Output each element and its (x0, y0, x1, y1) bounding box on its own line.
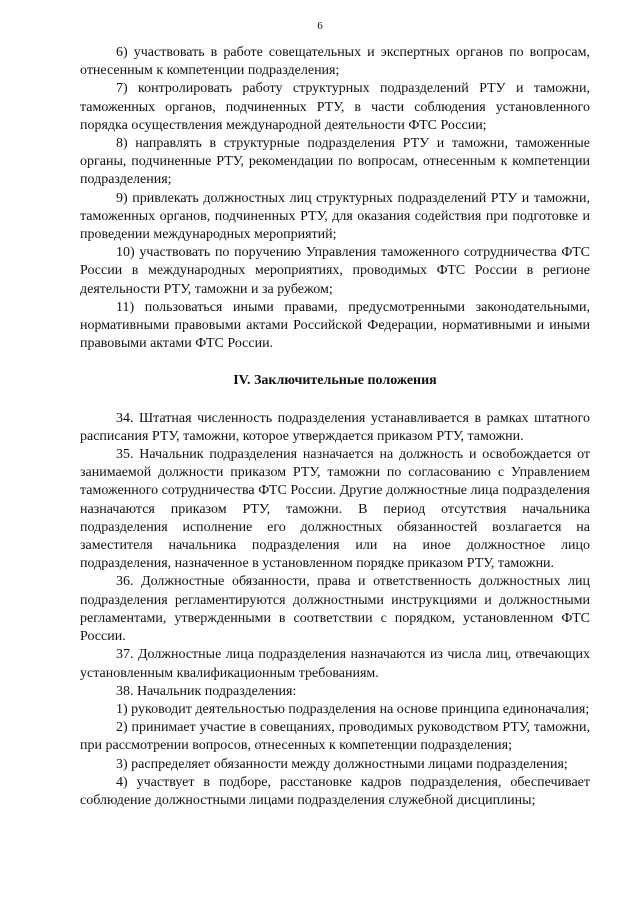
paragraph-37: 37. Должностные лица подразделения назначаются из числа лиц, отвечающих установленным квалификационным требованиям. (80, 647, 590, 681)
document-body (80, 44, 590, 810)
list-item: 11) пользоваться иными правами, предусмотренными законодательными, нормативными правовыми актами Российской Федерации, нормативными и иными правовыми актами ФТС России. (80, 299, 590, 352)
list-item: 2) принимает участие в совещаниях, проводимых руководством РТУ, таможни, при рассмотрении вопросов, отнесенных к компетенции подразделения; (80, 720, 590, 754)
list-item: 7) контролировать работу структурных подразделений РТУ и таможни, таможенных органов, подчиненных РТУ, в части соблюдения установленного порядка осуществления международной деятельности ФТС России; (80, 81, 590, 133)
paragraph-34: 34. Штатная численность подразделения устанавливается в рамках штатного расписания РТУ, таможни, которое утверждается приказом РТУ, таможни. (80, 410, 590, 444)
section-heading: IV. Заключительные положения (233, 373, 437, 389)
paragraph-36: 36. Должностные обязанности, права и ответственность должностных лиц подразделения регламентируются должностными инструкциями и должностными регламентами, утвержденными в соответствии с порядком, установленном ФТС России. (80, 574, 590, 645)
page-number: 6 (317, 20, 323, 32)
list-item: 4) участвует в подборе, расстановке кадров подразделения, обеспечивает соблюдение должностными лицами подразделения служебной дисциплины; (80, 774, 590, 808)
list-item: 8) направлять в структурные подразделения РТУ и таможни, таможенные органы, подчиненные РТУ, рекомендации по вопросам, отнесенным к компетенции подразделения; (80, 136, 590, 188)
list-item: 6) участвовать в работе совещательных и экспертных органов по вопросам, отнесенным к компетенции подразделения; (80, 45, 590, 79)
list-item: 1) руководит деятельностью подразделения на основе принципа единоначалия; (116, 701, 590, 717)
list-item: 3) распределяет обязанности между должностными лицами подразделения; (116, 756, 568, 772)
paragraph-35: 35. Начальник подразделения назначается на должность и освобождается от занимаемой должности приказом РТУ, таможни по согласованию с Управлением таможенного сотрудничества ФТС России. Другие должностные лица подразделения назначаются приказом РТУ, таможни. В период отсутствия начальника подразделения исполнение его должностных обязанностей возлагается на заместителя начальника подразделения или на иное должностное лицо подразделения, назначенное в установленном порядке приказом РТУ, таможни. (80, 447, 590, 572)
list-item: 10) участвовать по поручению Управления таможенного сотрудничества ФТС России в международных мероприятиях, проводимых ФТС России в регионе деятельности РТУ, таможни и за рубежом; (80, 245, 590, 297)
paragraph-38: 38. Начальник подразделения: (116, 683, 297, 699)
list-item: 9) привлекать должностных лиц структурных подразделений РТУ и таможни, таможенных органов, подчиненных РТУ, для оказания содействия при подготовке и проведении международных мероприятий; (80, 190, 590, 243)
